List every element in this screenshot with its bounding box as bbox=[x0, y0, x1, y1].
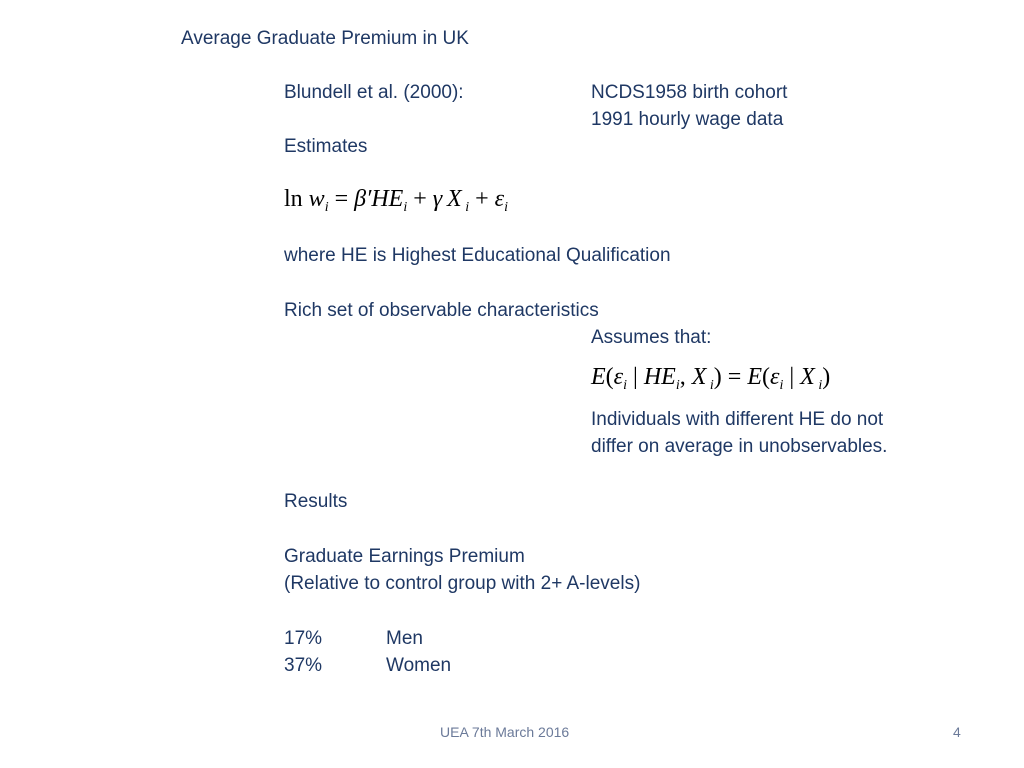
page-number: 4 bbox=[953, 724, 961, 740]
premium-label: Graduate Earnings Premium bbox=[284, 546, 525, 567]
control-group-text: (Relative to control group with 2+ A-levels) bbox=[284, 573, 641, 594]
study-label: Blundell et al. (2000): bbox=[284, 82, 464, 103]
results-label: Results bbox=[284, 491, 348, 512]
assumption-line2: differ on average in unobservables. bbox=[591, 436, 888, 457]
slide-title: Average Graduate Premium in UK bbox=[181, 28, 469, 49]
rich-set-text: Rich set of observable characteristics bbox=[284, 300, 599, 321]
result-women-group: Women bbox=[386, 655, 452, 676]
result-men-group: Men bbox=[386, 628, 423, 649]
assumption-line1: Individuals with different HE do not bbox=[591, 409, 884, 430]
assumption-equation: $E(\varepsilon_i$ | $HE_i$, X $_i) = E(\varepsilon_i$ | X $_i$) bbox=[591, 364, 831, 393]
data-source-line2: 1991 hourly wage data bbox=[591, 109, 784, 130]
footer-event: UEA 7th March 2016 bbox=[440, 724, 570, 740]
regression-equation: $\ln w_i = \beta'HE_i + \gamma$ X $_i + \varepsilon_i$ bbox=[284, 186, 508, 215]
result-women-value: 37% bbox=[284, 655, 323, 676]
result-men-value: 17% bbox=[284, 628, 323, 649]
assumes-label: Assumes that: bbox=[591, 327, 712, 348]
estimates-label: Estimates bbox=[284, 136, 368, 157]
data-source-line1: NCDS1958 birth cohort bbox=[591, 82, 788, 103]
he-definition: where HE is Highest Educational Qualification bbox=[284, 245, 671, 266]
